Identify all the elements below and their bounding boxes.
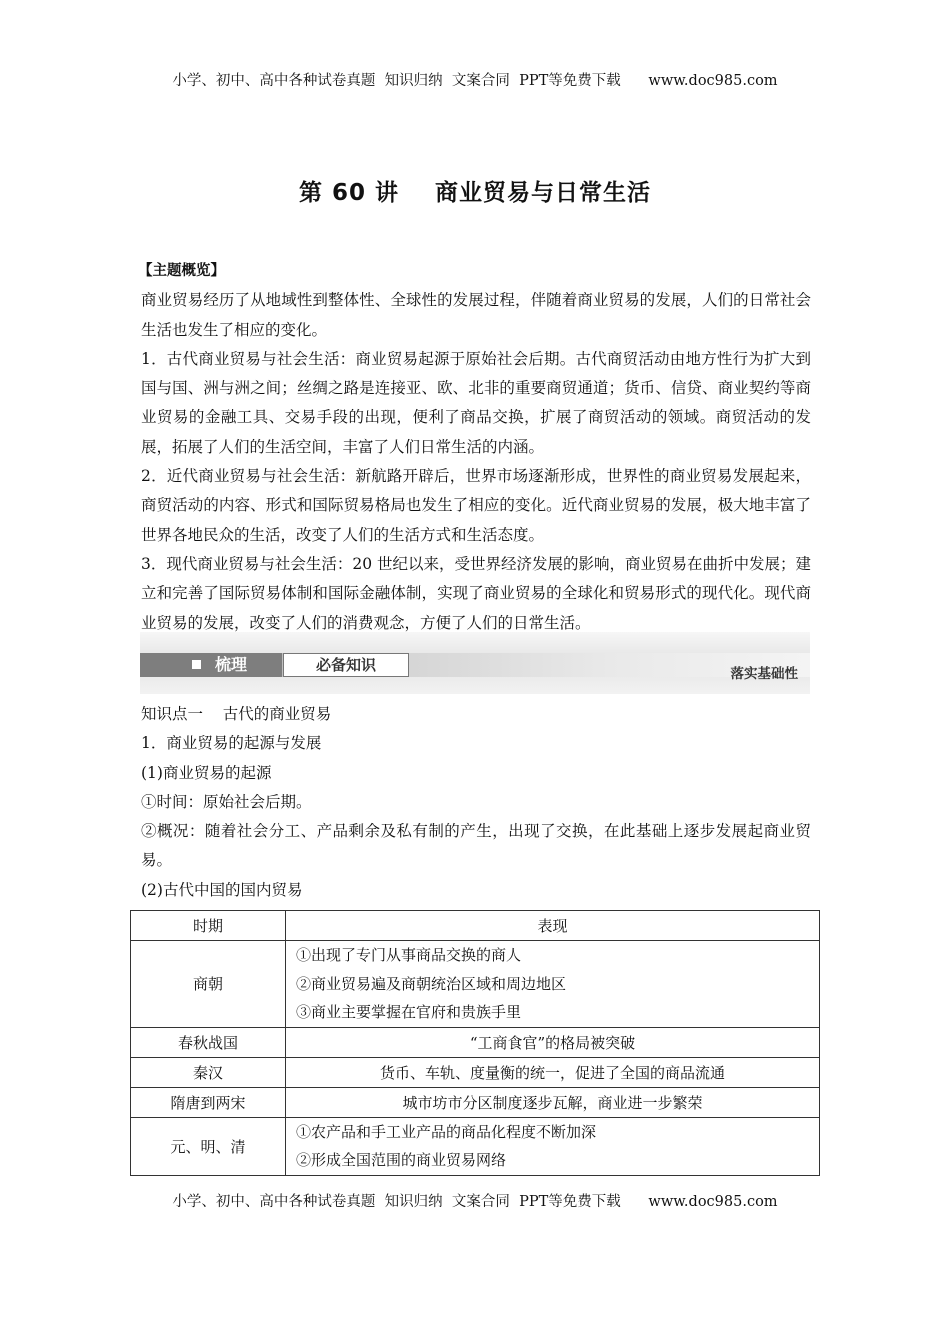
overview-point-modern: 2．近代商业贸易与社会生活：新航路开辟后，世界市场逐渐形成，世界性的商业贸易发展起来，商贸活动的内容、形式和国际贸易格局也发生了相应的变化。近代商业贸易的发展，极大地丰富了世界各地民众的生活，改变了人们的生活方式和生活态度。 [141, 467, 811, 544]
subsection-domestic-trade: (2)古代中国的国内贸易 [141, 880, 303, 899]
row-item: ②商业贸易遍及商朝统治区域和周边地区 [296, 974, 567, 993]
row-items [286, 1117, 820, 1175]
knowledge-point-title: 知识点一 古代的商业贸易 [141, 705, 332, 723]
row-item: ③商业主要掌握在官府和贵族手里 [296, 1003, 522, 1021]
table-row [131, 1027, 820, 1057]
table-row [131, 1057, 820, 1087]
overview-point-contemporary: 3．现代商业贸易与社会生活：20 世纪以来，受世界经济发展的影响，商业贸易在曲折中发展；建立和完善了国际贸易体制和国际金融体制，实现了商业贸易的全球化和贸易形式的现代化。现代商业贸易的发展，改变了人们的消费观念，方便了人们的日常生活。 [141, 554, 812, 632]
row-period: 秦汉 [131, 1057, 286, 1087]
overview-point-ancient: 1．古代商业贸易与社会生活：商业贸易起源于原始社会后期。古代商贸活动由地方性行为扩大到国与国、洲与洲之间；丝绸之路是连接亚、欧、北非的重要商贸通道；货币、信贷、商业契约等商业贸易的金融工具、交易手段的出现，便利了商品交换，扩展了商贸活动的领域。商贸活动的发展，拓展了人们的生活空间，丰富了人们日常生活的内涵。 [141, 349, 811, 456]
overview-intro: 商业贸易经历了从地域性到整体性、全球性的发展过程，伴随着商业贸易的发展，人们的日常社会生活也发生了相应的变化。 [141, 291, 811, 339]
row-period: 元、明、清 [131, 1117, 286, 1175]
banner-box-label: 必备知识 [283, 653, 409, 677]
header-performance: 表现 [286, 911, 820, 941]
knowledge-section [141, 700, 811, 905]
banner-right-label: 落实基础性 [730, 666, 798, 682]
row-period: 隋唐到两宋 [131, 1087, 286, 1117]
table-row [131, 1087, 820, 1117]
row-item: ①农产品和手工业产品的商品化程度不断加深 [296, 1122, 597, 1141]
row-item: ②形成全国范围的商业贸易网络 [296, 1151, 507, 1169]
row-period: 春秋战国 [131, 1027, 286, 1057]
section-banner [140, 632, 810, 694]
banner-label: 梳理 [215, 655, 248, 674]
subsection-origin: (1)商业贸易的起源 [141, 763, 272, 782]
page-footer: 小学、初中、高中各种试卷真题 知识归纳 文案合同 PPT等免费下载 www.doc985.com [172, 1194, 778, 1210]
origin-overview: ②概况：随着社会分工、产品剩余及私有制的产生，出现了交换，在此基础上逐步发展起商业贸易。 [141, 822, 811, 870]
square-bullet-icon [192, 660, 201, 669]
row-text: “工商食官”的格局被突破 [286, 1027, 820, 1057]
theme-overview [138, 257, 812, 638]
overview-heading: 【主题概览】 [138, 263, 225, 279]
table-row [131, 941, 820, 1028]
page-header: 小学、初中、高中各种试卷真题 知识归纳 文案合同 PPT等免费下载 www.doc985.com [172, 73, 778, 89]
page-title: 第 60 讲 商业贸易与日常生活 [298, 180, 652, 206]
domestic-trade-table [130, 910, 820, 1176]
row-period: 商朝 [131, 941, 286, 1028]
row-text: 城市坊市分区制度逐步瓦解，商业进一步繁荣 [286, 1087, 820, 1117]
section-heading: 1．商业贸易的起源与发展 [141, 734, 322, 753]
origin-time: ①时间：原始社会后期。 [141, 792, 312, 811]
table-row [131, 1117, 820, 1175]
header-period: 时期 [131, 911, 286, 941]
row-item: ①出现了专门从事商品交换的商人 [296, 946, 522, 964]
table-header-row [131, 911, 820, 941]
row-text: 货币、车轨、度量衡的统一，促进了全国的商品流通 [286, 1057, 820, 1087]
banner-dark-block [140, 653, 282, 677]
row-items [286, 941, 820, 1028]
